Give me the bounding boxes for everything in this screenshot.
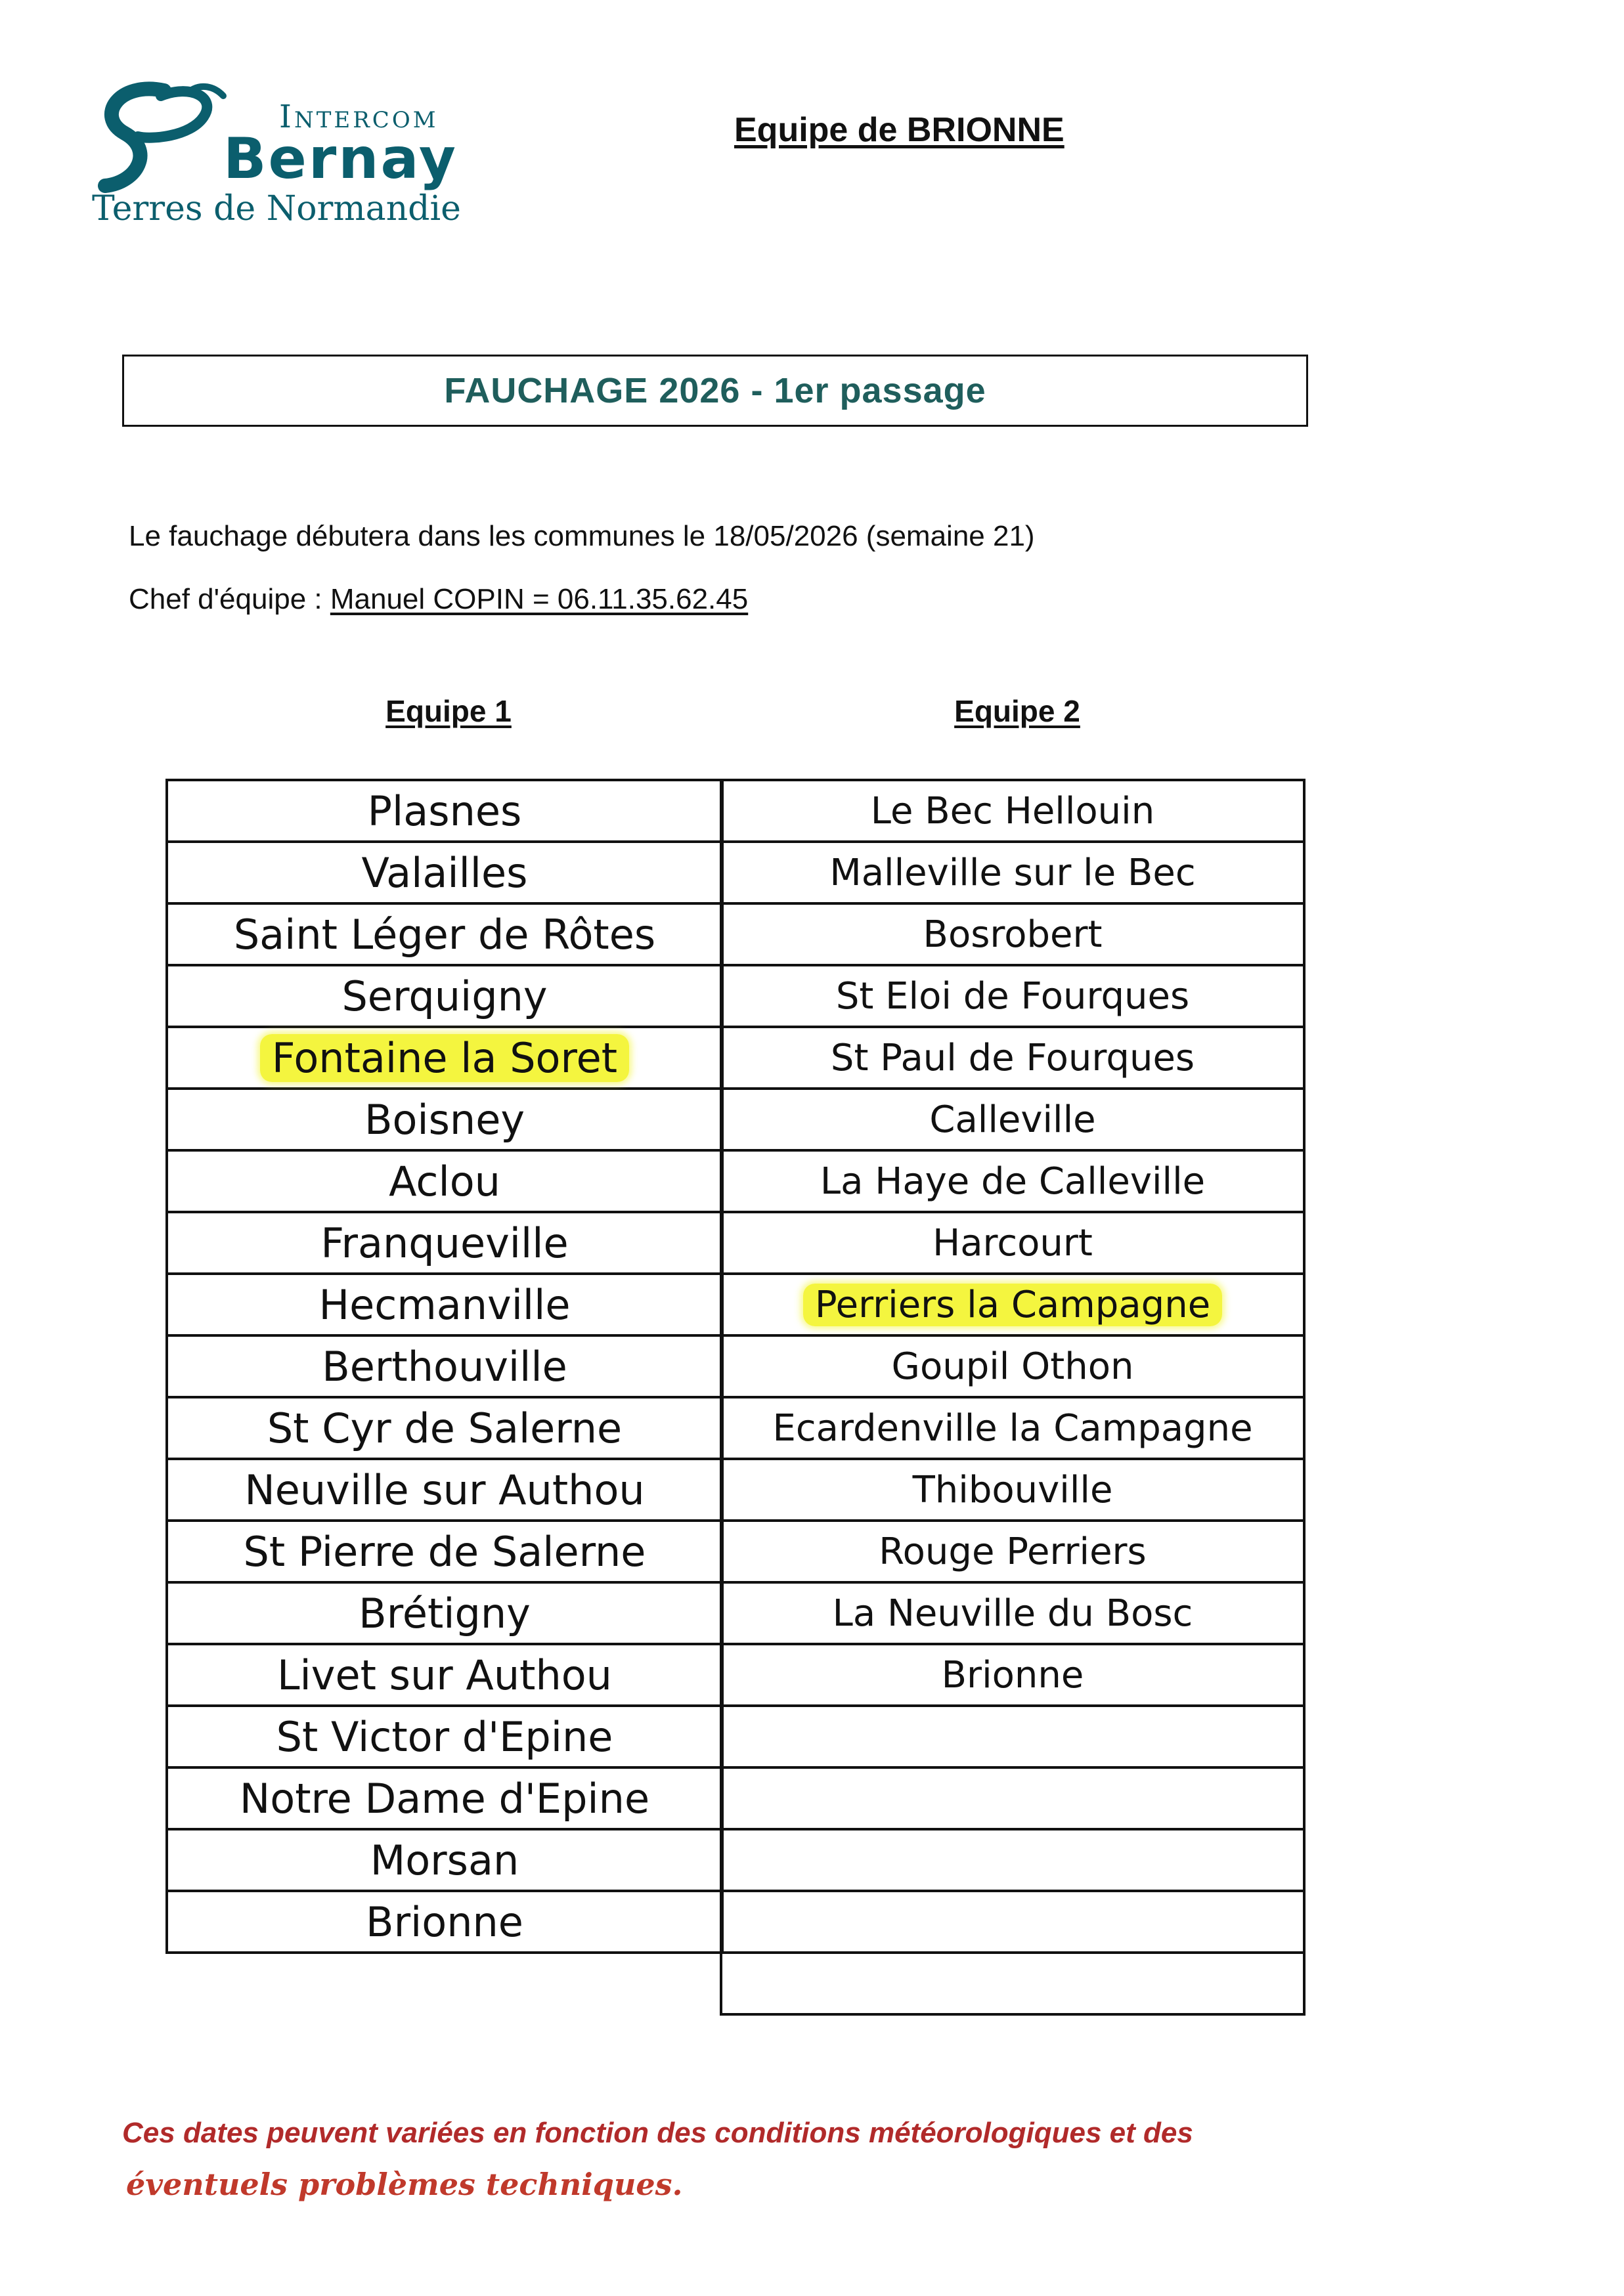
- table-row: [167, 1274, 722, 1335]
- table-row: [167, 842, 722, 903]
- commune-cell: [721, 903, 1304, 965]
- commune-name: St Eloi de Fourques: [835, 974, 1190, 1018]
- chief-label: Chef d'équipe :: [129, 583, 330, 615]
- commune-cell: [167, 1767, 722, 1829]
- table-row: [167, 1582, 722, 1644]
- commune-cell: [721, 1706, 1304, 1767]
- table-row: [721, 1212, 1304, 1274]
- commune-cell: [721, 1891, 1304, 1953]
- commune-name: Brionne: [941, 1653, 1084, 1697]
- table-row: [167, 1706, 722, 1767]
- commune-cell: [721, 780, 1304, 842]
- disclaimer-line-1: Ces dates peuvent variées en fonction des conditions météorologiques et des: [122, 2117, 1193, 2149]
- table-row: [721, 1706, 1304, 1767]
- table-row: [721, 903, 1304, 965]
- table-row: [167, 1521, 722, 1582]
- commune-name: Livet sur Authou: [277, 1651, 612, 1699]
- commune-name: St Paul de Fourques: [830, 1036, 1195, 1079]
- commune-cell: [721, 1459, 1304, 1521]
- commune-name: St Victor d'Epine: [276, 1712, 613, 1761]
- table-row: [721, 1459, 1304, 1521]
- commune-cell: [167, 1397, 722, 1459]
- commune-cell: [167, 903, 722, 965]
- commune-name: Franqueville: [320, 1219, 569, 1267]
- chief-contact: Manuel COPIN = 06.11.35.62.45: [330, 583, 749, 615]
- table-row: [721, 842, 1304, 903]
- page-title: FAUCHAGE 2026 - 1er passage: [444, 371, 986, 410]
- commune-cell: [167, 1335, 722, 1397]
- table-row: [167, 1212, 722, 1274]
- commune-cell: [721, 1829, 1304, 1891]
- intro-text: Le fauchage débutera dans les communes le 18/05/2026 (semaine 21): [129, 520, 1035, 552]
- commune-name: La Neuville du Bosc: [832, 1592, 1193, 1635]
- team1-heading: Equipe 1: [385, 694, 512, 728]
- table-row: [721, 1150, 1304, 1212]
- table-row: [721, 1582, 1304, 1644]
- commune-cell: [167, 1027, 722, 1089]
- commune-cell: [167, 1459, 722, 1521]
- table-row: [721, 1397, 1304, 1459]
- commune-cell: [167, 1150, 722, 1212]
- table-row: [167, 965, 722, 1027]
- commune-cell: [167, 1212, 722, 1274]
- table-row: [167, 1891, 722, 1953]
- commune-name: St Cyr de Salerne: [267, 1404, 623, 1452]
- commune-name: Brétigny: [359, 1589, 531, 1637]
- commune-name: St Pierre de Salerne: [243, 1527, 646, 1576]
- commune-name: Harcourt: [933, 1221, 1093, 1265]
- table-row: [721, 1891, 1304, 1953]
- table-row: [167, 1027, 722, 1089]
- table-row: [721, 1335, 1304, 1397]
- table-row: [721, 1953, 1304, 2014]
- table-row: [721, 780, 1304, 842]
- table-row: [167, 1150, 722, 1212]
- commune-name: Thibouville: [912, 1468, 1113, 1511]
- commune-name: Boisney: [364, 1095, 525, 1144]
- table-row: [721, 1644, 1304, 1706]
- logo-intercom-text: Intercom: [279, 98, 439, 135]
- commune-cell: [721, 1644, 1304, 1706]
- commune-name: Goupil Othon: [891, 1345, 1134, 1388]
- logo-terres-text: Terres de Normandie: [92, 189, 461, 228]
- table-row: [721, 1829, 1304, 1891]
- commune-name: Plasnes: [367, 787, 522, 835]
- commune-cell: [167, 1891, 722, 1953]
- commune-cell: [721, 1274, 1304, 1335]
- commune-cell: [721, 1027, 1304, 1089]
- commune-cell: [167, 1829, 722, 1891]
- table-row: [721, 1521, 1304, 1582]
- commune-cell: [721, 1953, 1304, 2014]
- commune-name: Calleville: [929, 1098, 1096, 1141]
- commune-name: Bosrobert: [923, 913, 1103, 956]
- commune-name: Serquigny: [341, 972, 548, 1020]
- table-row: [167, 1335, 722, 1397]
- commune-cell: [167, 842, 722, 903]
- commune-name: Valailles: [361, 848, 528, 897]
- table-row: [167, 1644, 722, 1706]
- commune-cell: [167, 1644, 722, 1706]
- commune-name: Perriers la Campagne: [803, 1284, 1222, 1326]
- logo-swoosh-icon: [92, 77, 236, 202]
- commune-name: Morsan: [370, 1836, 519, 1884]
- table-row: [167, 1767, 722, 1829]
- table-row: [721, 1274, 1304, 1335]
- table-row: [721, 965, 1304, 1027]
- table-row: [167, 1397, 722, 1459]
- commune-name: Notre Dame d'Epine: [239, 1774, 650, 1823]
- table-row: [167, 1089, 722, 1150]
- table-row: [721, 1089, 1304, 1150]
- commune-cell: [167, 1706, 722, 1767]
- commune-name: Ecardenville la Campagne: [772, 1406, 1253, 1450]
- commune-name: La Haye de Calleville: [820, 1159, 1206, 1203]
- commune-name: Hecmanville: [318, 1280, 571, 1329]
- commune-name: Aclou: [389, 1157, 500, 1205]
- team1-table: [165, 779, 724, 1954]
- commune-cell: [167, 965, 722, 1027]
- team-title: Equipe de BRIONNE: [734, 111, 1064, 149]
- commune-name: Le Bec Hellouin: [870, 789, 1155, 833]
- intercom-bernay-logo: [92, 72, 460, 243]
- commune-cell: [167, 1274, 722, 1335]
- commune-cell: [721, 1335, 1304, 1397]
- commune-cell: [721, 1089, 1304, 1150]
- commune-cell: [721, 1582, 1304, 1644]
- commune-name: Neuville sur Authou: [244, 1465, 645, 1514]
- commune-cell: [167, 780, 722, 842]
- commune-name: Malleville sur le Bec: [829, 851, 1196, 894]
- team2-heading: Equipe 2: [954, 694, 1080, 728]
- table-row: [721, 1027, 1304, 1089]
- commune-cell: [167, 1089, 722, 1150]
- commune-name: Fontaine la Soret: [260, 1034, 629, 1082]
- disclaimer-line-2: éventuels problèmes techniques.: [126, 2167, 683, 2202]
- table-row: [167, 903, 722, 965]
- title-box: [122, 355, 1308, 427]
- commune-name: Brionne: [366, 1897, 523, 1946]
- team2-table: [720, 779, 1306, 2016]
- commune-cell: [167, 1582, 722, 1644]
- logo-bernay-text: Bernay: [223, 126, 458, 192]
- table-row: [167, 1829, 722, 1891]
- commune-cell: [721, 1150, 1304, 1212]
- commune-name: Saint Léger de Rôtes: [233, 910, 656, 959]
- commune-cell: [721, 965, 1304, 1027]
- commune-cell: [721, 1397, 1304, 1459]
- table-row: [721, 1767, 1304, 1829]
- commune-cell: [721, 1767, 1304, 1829]
- commune-cell: [167, 1521, 722, 1582]
- commune-name: Berthouville: [322, 1342, 567, 1391]
- commune-cell: [721, 842, 1304, 903]
- table-row: [167, 1459, 722, 1521]
- commune-name: Rouge Perriers: [879, 1530, 1147, 1573]
- team-chief-line: [129, 583, 748, 616]
- commune-cell: [721, 1212, 1304, 1274]
- table-row: [167, 780, 722, 842]
- commune-cell: [721, 1521, 1304, 1582]
